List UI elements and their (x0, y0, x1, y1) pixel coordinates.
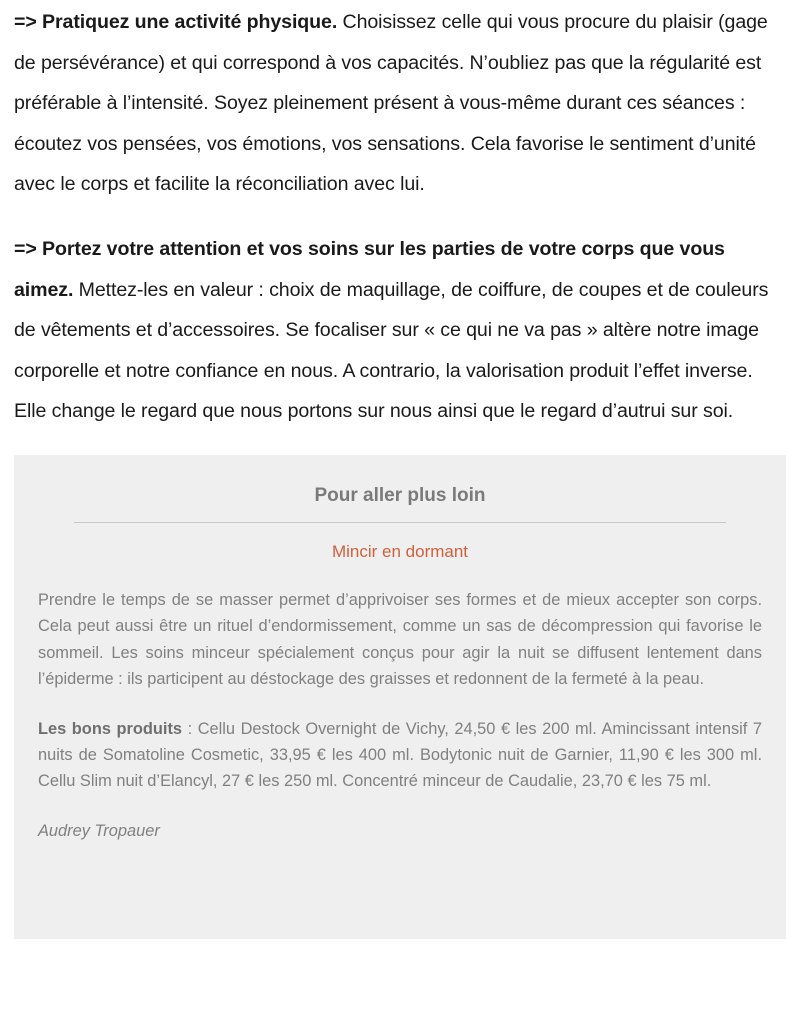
paragraph-lead: => Portez votre attention et vos soins sur les parties de votre corps que vous aimez. (14, 237, 725, 301)
paragraph-text: Choisissez celle qui vous procure du plaisir (gage de persévérance) et qui correspond à vos capacités. N’oubliez pas que la régularité est préférable à l’intensité. Soyez pleinement présent à vous-même durant ces séances : écoutez vos pensées, vos émotions, vos sensations. Cela favorise le sentiment d’unité avec le corps et facilite la réconciliation avec lui. (14, 11, 768, 196)
products-text: : Cellu Destock Overnight de Vichy, 24,50 € les 200 ml. Amincissant intensif 7 nuits de Somatoline Cosmetic, 33,95 € les 400 ml. Bodytonic nuit de Garnier, 11,90 € les 300 ml. Cellu Slim nuit d’Elancyl, 27 € les 250 ml. Concentré minceur de Caudalie, 23,70 € les 75 ml. (38, 719, 762, 791)
article-body (0, 2, 800, 432)
further-reading-box (14, 455, 786, 939)
products-paragraph (38, 716, 762, 795)
divider (74, 522, 726, 523)
products-label: Les bons produits (38, 719, 183, 738)
paragraph-parties-du-corps (14, 229, 784, 432)
paragraph-text: Mettez-les en valeur : choix de maquillage, de coiffure, de coupes et de couleurs de vêtements et d’accessoires. Se focaliser sur « ce qui ne va pas » altère notre image corporelle et notre confiance en nous. A contrario, la valorisation produit l’effet inverse. Elle change le regard que nous portons sur nous ainsi que le regard d’autrui sur soi. (14, 278, 769, 423)
further-reading-body: Prendre le temps de se masser permet d’apprivoiser ses formes et de mieux accepter son corps. Cela peut aussi être un rituel d’endormissement, comme un sas de décompression qui favorise le sommeil. Les soins minceur spécialement conçus pour agir la nuit se diffusent lentement dans l’épiderme : ils participent au déstockage des graisses et redonnent de la fermeté à la peau. (38, 590, 762, 689)
paragraph-lead: => Pratiquez une activité physique. (14, 11, 338, 33)
paragraph-activite-physique (14, 2, 784, 205)
further-reading-title: Pour aller plus loin (314, 484, 486, 506)
mincir-en-dormant-link[interactable]: Mincir en dormant (331, 541, 469, 561)
author-signature: Audrey Tropauer (38, 821, 160, 840)
